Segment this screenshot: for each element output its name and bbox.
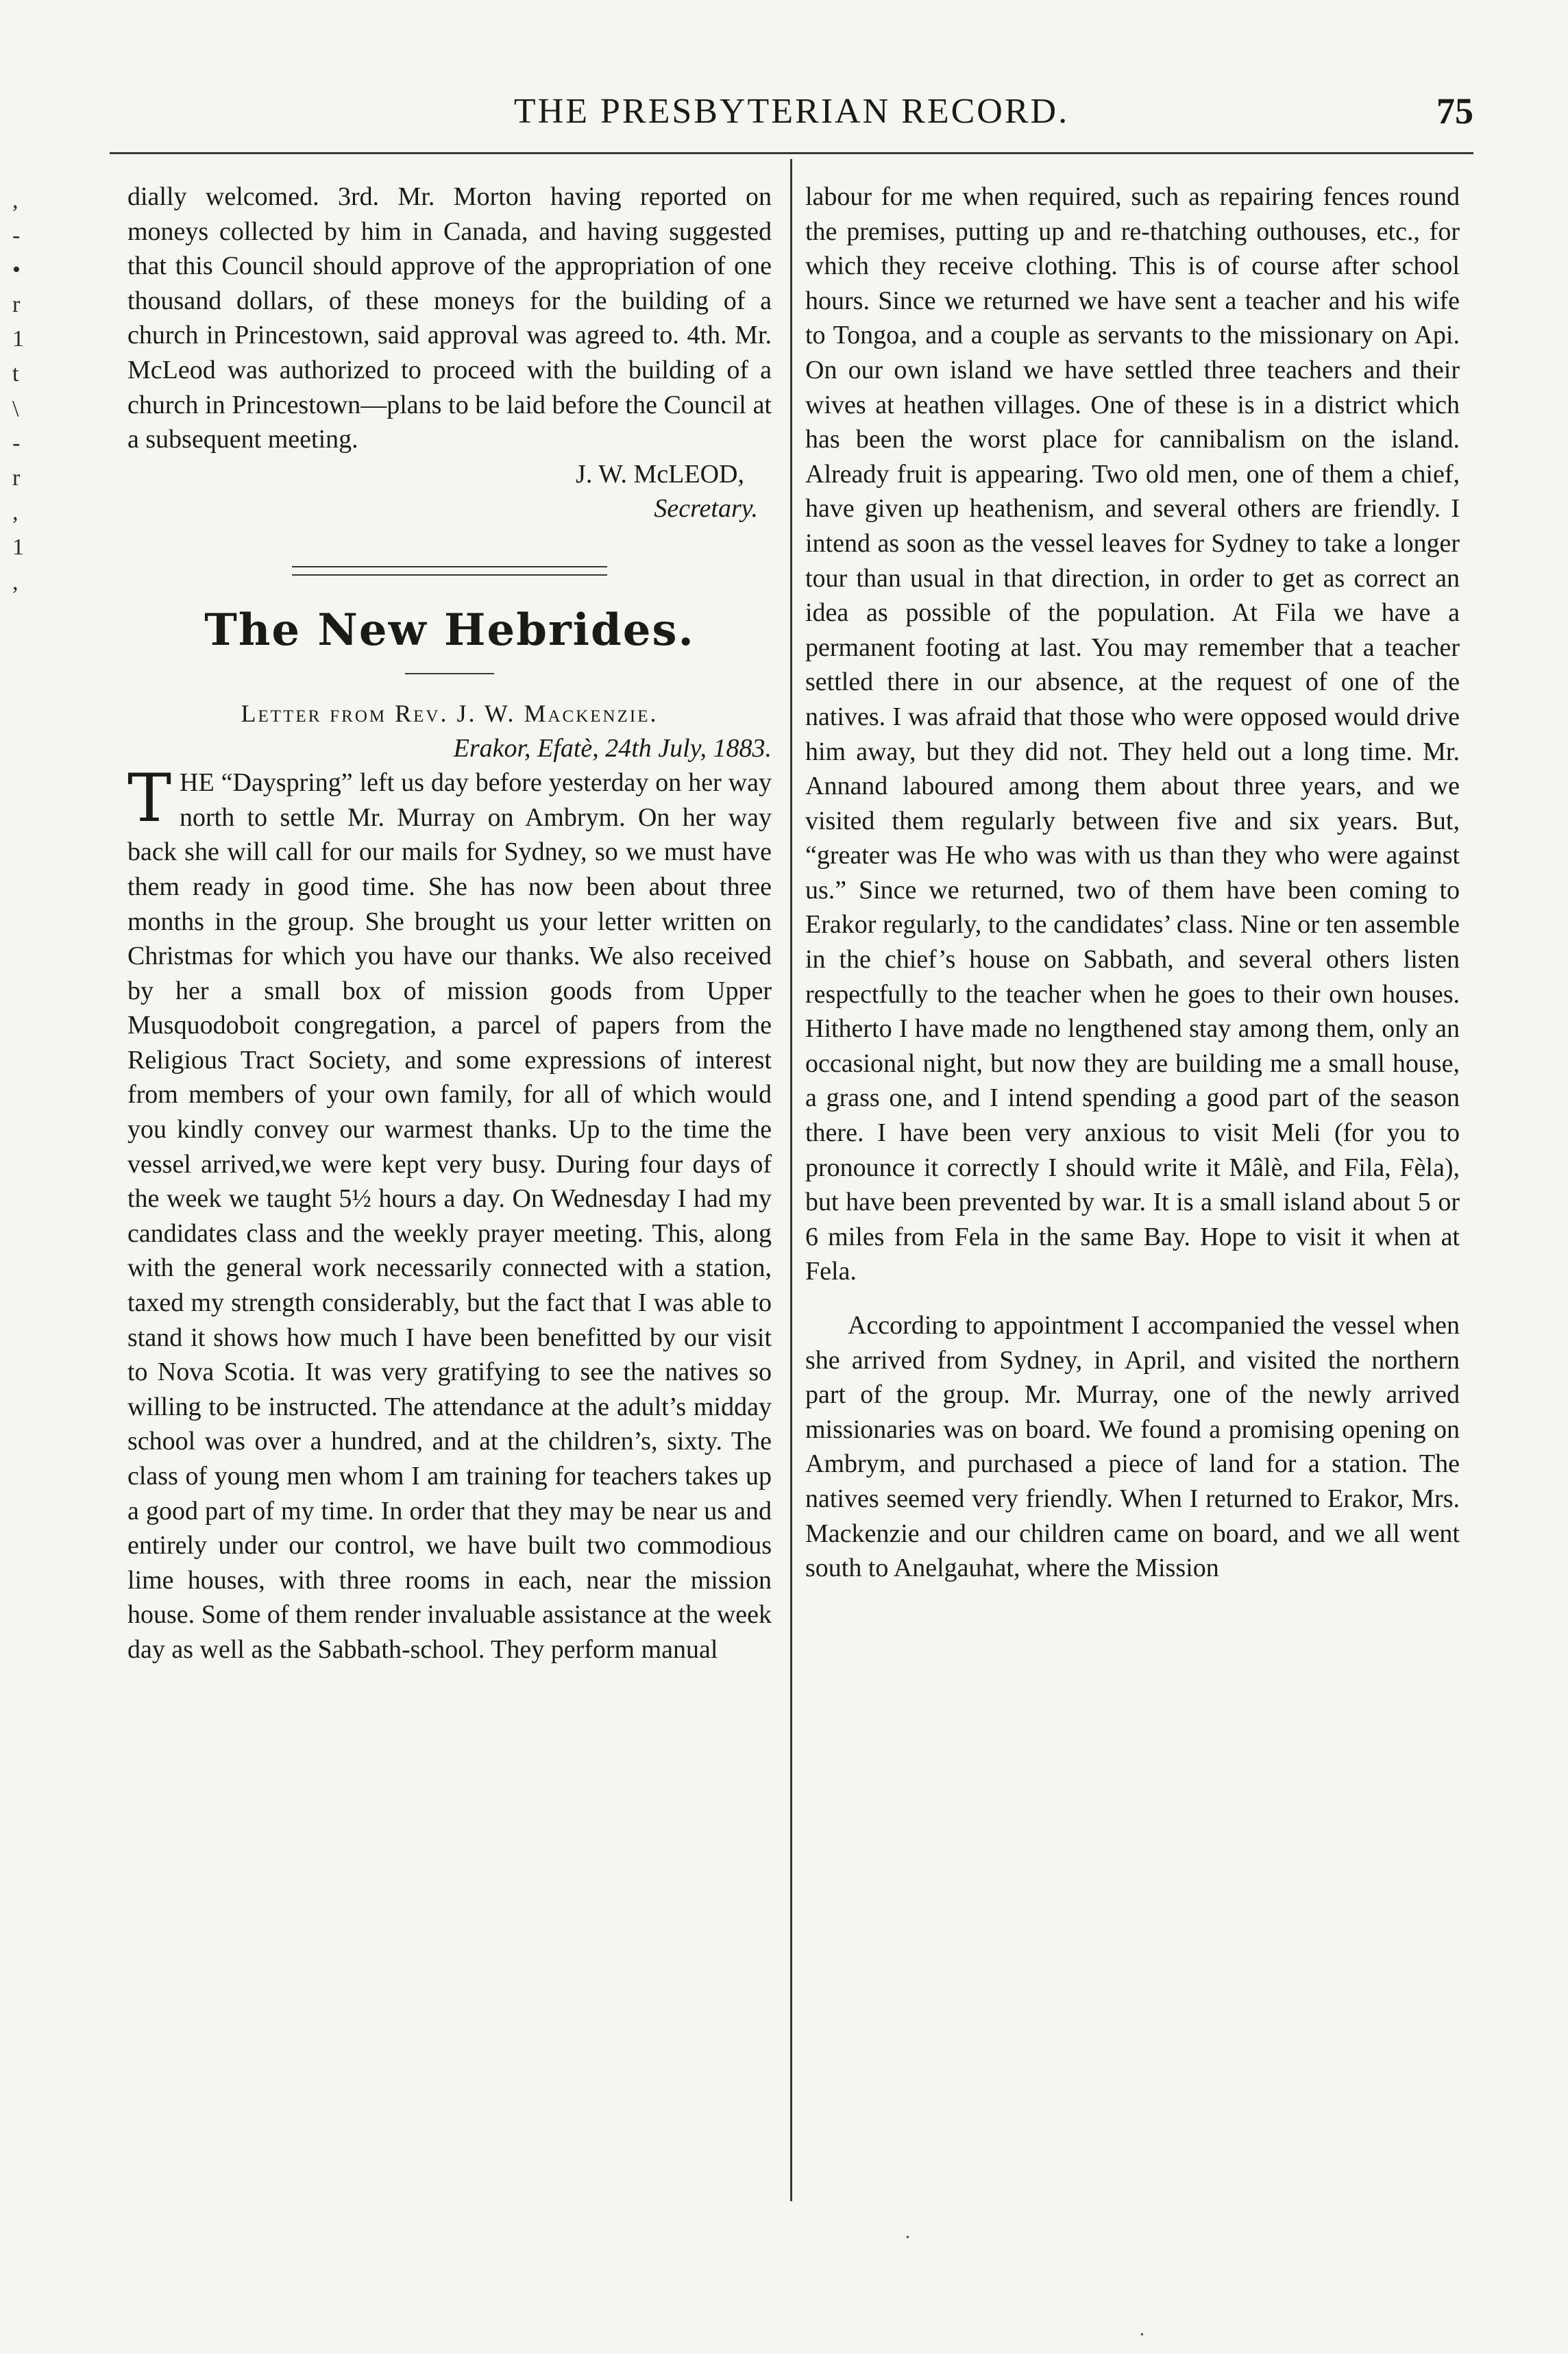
section-title: The New Hebrides.: [204, 604, 695, 656]
letter-heading: Letter from Rev. J. W. Mackenzie.: [241, 699, 659, 727]
right-paragraph-1: labour for me when required, such as repairing fences round the premises, putting up and re-thatching outhouses, etc., for which they receive clothing. This is of course after school hours. Since we returned we have sent a teacher and his wife to Tongoa, and a couple as servants to the missionary on Api. On our own island we have settled three teachers and their wives at heathen villages. One of these is in a district which has been the worst place for cannibalism on the island. Already fruit is appearing. Two old men, one of them a chief, have given up heathenism, and several others are friendly. I intend as soon as the vessel leaves for Sydney to take a longer tour than usual in that direction, in order to get as correct an idea as possible of the population. At Fila we have a permanent footing at last. You may remember that a teacher settled there in our absence, at the request of one of the natives. I was afraid that those who were opposed would drive him away, but they did not. They held out a long time. Mr. Annand laboured among them about three years, and we visited them regularly between five and six years. But, “greater was He who was with us than they who were against us.” Since we returned, two of them have been coming to Erakor regularly, to the candidates’ class. Nine or ten assemble in the chief’s house on Sabbath, and several others listen respectfully to the teacher when he goes to their own houses. Hitherto I have made no lengthened stay among them, only an occasional night, but now they are building me a small house, a grass one, and I intend spending a good part of the season there. I have been very anxious to visit Meli (for you to pronounce it correctly I should write it Mâlè, and Fila, Fèla), but have been prevented by war. It is a small island about 5 or 6 miles from Fela in the same Bay. Hope to visit it when at Fela.: [805, 182, 1460, 1286]
margin-mark: ,: [12, 500, 19, 526]
signature-line: [127, 457, 772, 492]
title-rule: [405, 673, 494, 674]
letter-body: [127, 760, 772, 1667]
signature-name: J. W. McLEOD,: [576, 459, 744, 489]
page-number: 75: [1436, 90, 1473, 132]
dateline: Erakor, Efatè, 24th July, 1883.: [453, 733, 772, 763]
margin-marks: [12, 184, 33, 600]
running-header: [110, 72, 1473, 134]
right-paragraph-2: According to appointment I accompanied the vessel when she arrived from Sydney, in April, and visited the northern part of the group. Mr. Murray, one of the newly arrived missionaries was on board. We found a promising opening on Ambrym, and purchased a piece of land for a station. The natives seemed very friendly. When I returned to Erakor, Mrs. Mackenzie and our children came on board, and we all went south to Anelgauhat, where the Mission: [805, 1311, 1460, 1583]
signature-role: Secretary.: [654, 494, 758, 524]
margin-mark: -: [12, 430, 21, 456]
column-divider: [790, 159, 792, 2201]
margin-mark: \: [12, 395, 19, 421]
margin-mark: •: [12, 257, 21, 283]
margin-mark: r: [12, 291, 21, 317]
print-speck: ·: [1139, 2323, 1145, 2346]
margin-mark: ,: [12, 569, 19, 595]
margin-mark: t: [12, 360, 19, 387]
right-column: [805, 180, 1460, 1586]
publication-title: THE PRESBYTERIAN RECORD.: [513, 92, 1070, 131]
header-rule: [110, 152, 1473, 154]
left-column: [127, 180, 772, 1667]
drop-cap: T: [127, 760, 172, 837]
margin-mark: r: [12, 465, 21, 491]
letter-text: HE “Dayspring” left us day before yesterday on her way north to settle Mr. Murray on Ambrym. On her way back she will call for our mails for Sydney, so we must have them ready in good time. She has now been about three months in the group. She brought us your letter written on Christmas for which you have our thanks. We also received by her a small box of mission goods from Upper Musquodoboit congregation, a parcel of papers from the Religious Tract Society, and some expressions of interest from members of your own family, for all of which would you kindly convey our warmest thanks. Up to the time the vessel arrived,we were kept very busy. During four days of the week we taught 5½ hours a day. On Wednesday I had my candidates class and the weekly prayer meeting. This, along with the general work necessarily connected with a station, taxed my strength considerably, but the fact that I was able to stand it shows how much I have been benefitted by our visit to Nova Scotia. It was very gratifying to see the natives so willing to be instructed. The attendance at the adult’s midday school was over a hundred, and at the children’s, sixty. The class of young men whom I am training for teachers takes up a good part of my time. In order that they may be near us and entirely under our control, we have built two commodious lime houses, with three rooms in each, near the mission house. Some of them render invaluable assistance at the week day as well as the Sabbath-school. They perform manual: [127, 768, 772, 1664]
margin-mark: 1: [12, 534, 24, 560]
margin-mark: ,: [12, 188, 19, 213]
print-speck: ·: [905, 2226, 911, 2248]
margin-mark: 1: [12, 326, 24, 352]
section-separator: [292, 566, 607, 576]
margin-mark: -: [12, 222, 21, 248]
continued-paragraph: dially welcomed. 3rd. Mr. Morton having reported on moneys collected by him in Canada, and having suggested that this Council should approve of the appropriation of one thousand dollars, of these moneys for the building of a church in Princestown, said approval was agreed to. 4th. Mr. McLeod was authorized to proceed with the building of a church in Princestown—plans to be laid before the Council at a subsequent meeting.: [127, 182, 772, 454]
